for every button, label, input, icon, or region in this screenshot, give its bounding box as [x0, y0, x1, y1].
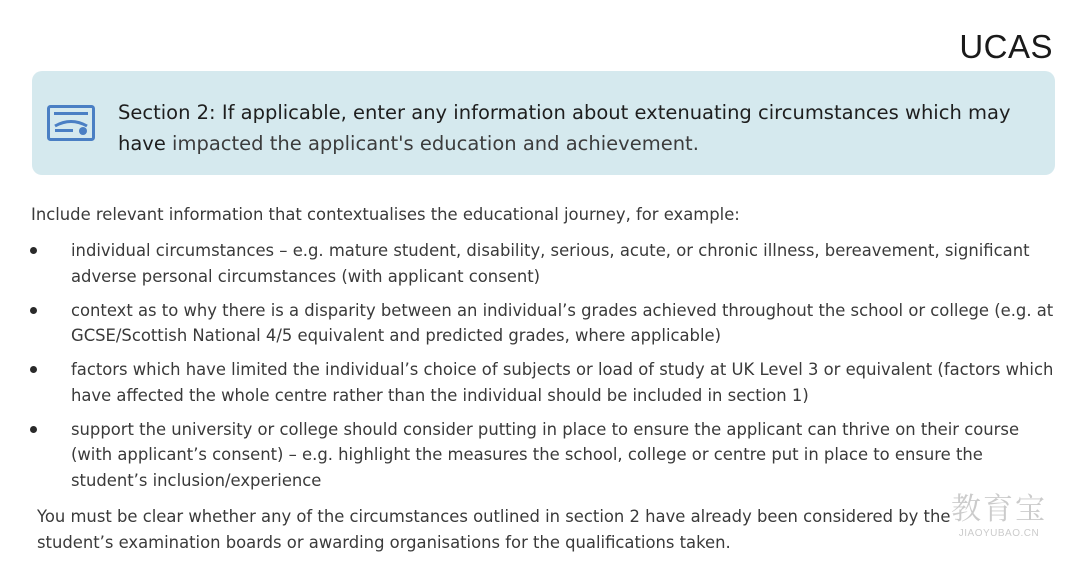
intro-text: Include relevant information that contextualises the educational journey, for example: [31, 205, 740, 224]
watermark [939, 492, 1059, 539]
list-item [30, 298, 1060, 349]
bullet-icon [30, 247, 37, 254]
certificate-icon [46, 104, 96, 142]
example-list [30, 238, 1060, 502]
list-item [30, 238, 1060, 289]
list-item-text: individual circumstances – e.g. mature student, disability, serious, acute, or chronic illness, bereavement, significant adverse personal circumstances (with applicant consent) [71, 241, 1030, 286]
list-item [30, 357, 1060, 408]
ucas-logo: UCAS [959, 28, 1053, 65]
section-heading-primary: Section 2: If applicable, enter any information about extenuating circumstances which may have [118, 101, 1011, 155]
bullet-icon [30, 426, 37, 433]
section-heading [118, 97, 1038, 159]
watermark-main: 教育宝 [951, 492, 1047, 527]
watermark-url: JIAOYUBAO.CN [958, 528, 1040, 539]
bullet-icon [30, 307, 37, 314]
list-item-text: factors which have limited the individual’s choice of subjects or load of study at UK Level 3 or equivalent (factors which have affected the whole centre rather than the individual should be included in section 1) [71, 360, 1054, 405]
list-item-text: support the university or college should consider putting in place to ensure the applicant can thrive on their course (with applicant’s consent) – e.g. highlight the measures the school, college or centre put in place to ensure the student’s inclusion/experience [71, 419, 1020, 490]
list-item-text: context as to why there is a disparity between an individual’s grades achieved throughout the school or college (e.g. at GCSE/Scottish National 4/5 equivalent and predicted grades, where applicable) [71, 300, 1054, 345]
closing-note: You must be clear whether any of the circumstances outlined in section 2 have already been considered by the student’s examination boards or awarding organisations for the qualifications taken. [37, 507, 951, 552]
section-banner [32, 71, 1055, 175]
section-heading-continued: impacted the applicant's education and achievement. [165, 132, 699, 155]
bullet-icon [30, 366, 37, 373]
list-item [30, 417, 1060, 494]
